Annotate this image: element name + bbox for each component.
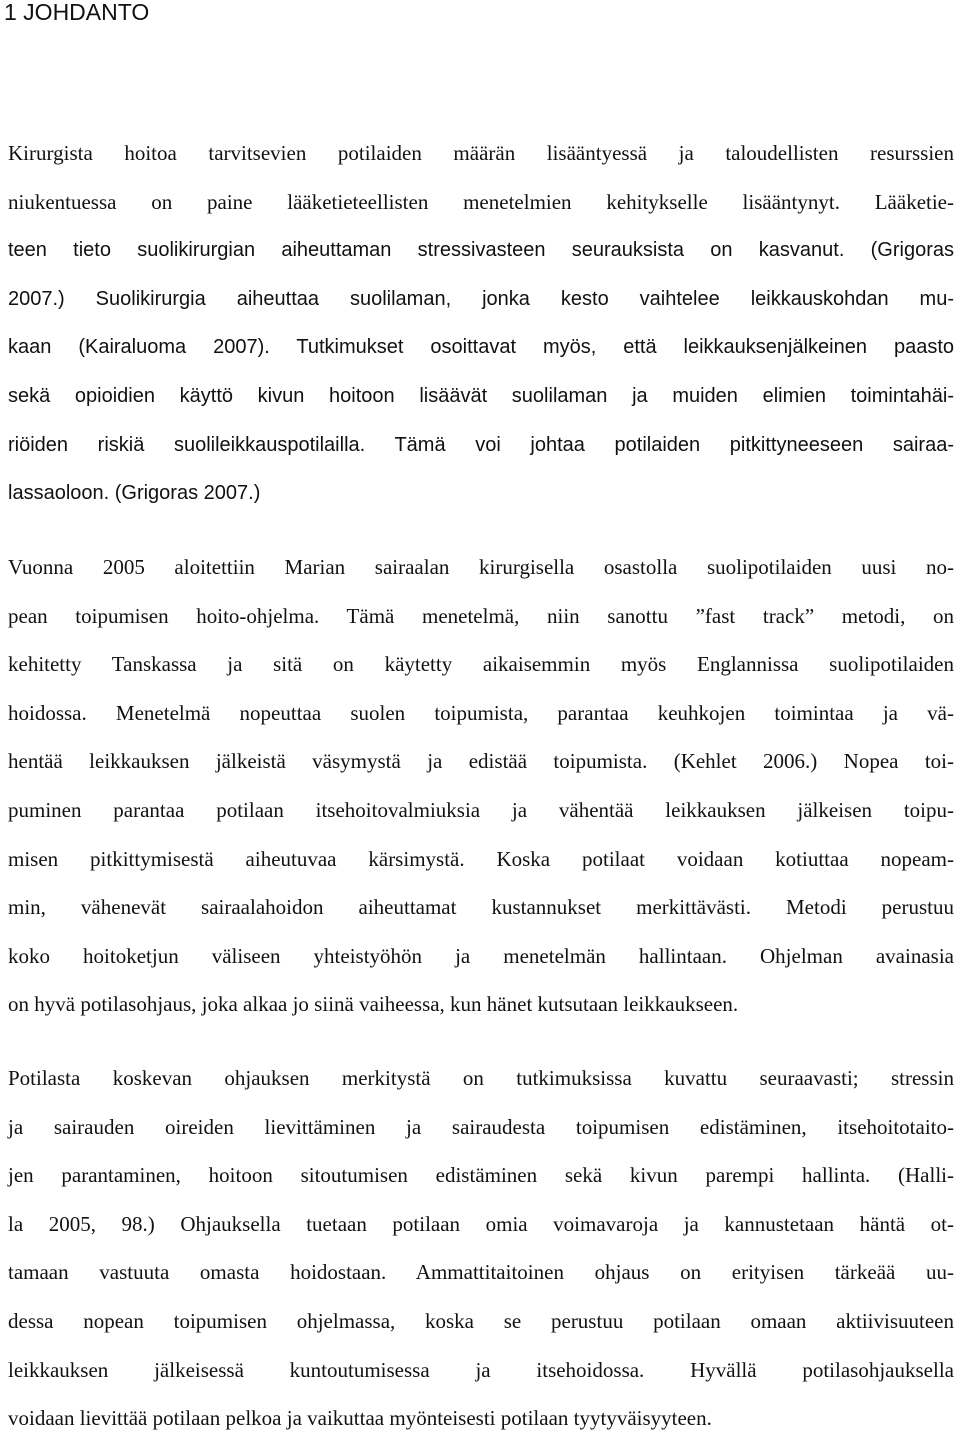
paragraph-line: dessa nopean toipumisen ohjelmassa, koska se perustuu potilaan omaan aktiivisuuteen xyxy=(8,1308,954,1333)
paragraph-line: niukentuessa on paine lääketieteellisten menetelmien kehitykselle lisääntynyt. Lääketie- xyxy=(8,189,954,214)
section-heading: 1 JOHDANTO xyxy=(4,0,150,25)
paragraph-line: la 2005, 98.) Ohjauksella tuetaan potilaan omia voimavaroja ja kannustetaan häntä ot- xyxy=(8,1211,954,1236)
paragraph-line: pean toipumisen hoito-ohjelma. Tämä menetelmä, niin sanottu ”fast track” metodi, on xyxy=(8,603,954,628)
paragraph-line: koko hoitoketjun väliseen yhteistyöhön ja menetelmän hallintaan. Ohjelman avainasia xyxy=(8,943,954,968)
paragraph-line: sekä opioidien käyttö kivun hoitoon lisäävät suolilaman ja muiden elimien toimintahäi- xyxy=(8,384,954,407)
paragraph-line: kaan (Kairaluoma 2007). Tutkimukset osoittavat myös, että leikkauksenjälkeinen paasto xyxy=(8,336,954,359)
paragraph-2 xyxy=(8,543,954,1029)
paragraph-line: 2007.) Suolikirurgia aiheuttaa suolilaman, jonka kesto vaihtelee leikkauskohdan mu- xyxy=(8,287,954,310)
paragraph-line: ja sairauden oireiden lievittäminen ja sairaudesta toipumisen edistäminen, itsehoitotaito- xyxy=(8,1114,954,1139)
paragraph-line: lassaoloon. (Grigoras 2007.) xyxy=(8,482,261,505)
paragraph-line: tamaan vastuuta omasta hoidostaan. Ammattitaitoinen ohjaus on erityisen tärkeää uu- xyxy=(8,1260,954,1285)
paragraph-line: Vuonna 2005 aloitettiin Marian sairaalan kirurgisella osastolla suolipotilaiden uusi no- xyxy=(8,555,954,579)
paragraph-1 xyxy=(8,129,954,518)
paragraph-line: riöiden riskiä suolileikkauspotilailla. Tämä voi johtaa potilaiden pitkittyneeseen sairaa- xyxy=(8,433,954,456)
paragraph-line: Kirurgista hoitoa tarvitsevien potilaiden määrän lisääntyessä ja taloudellisten resurssien xyxy=(8,141,954,165)
paragraph-line: Potilasta koskevan ohjauksen merkitystä on tutkimuksissa kuvattu seuraavasti; stressin xyxy=(8,1066,954,1090)
paragraph-line: puminen parantaa potilaan itsehoitovalmiuksia ja vähentää leikkauksen jälkeisen toipu- xyxy=(8,797,954,822)
paragraph-line: misen pitkittymisestä aiheutuvaa kärsimystä. Koska potilaat voidaan kotiuttaa nopeam- xyxy=(8,846,954,871)
paragraph-line: jen parantaminen, hoitoon sitoutumisen edistäminen sekä kivun parempi hallinta. (Halli- xyxy=(8,1163,954,1188)
paragraph-line: teen tieto suolikirurgian aiheuttaman stressivasteen seurauksista on kasvanut. (Grigoras xyxy=(8,239,954,262)
paragraph-line: hentää leikkauksen jälkeistä väsymystä ja edistää toipumista. (Kehlet 2006.) Nopea toi- xyxy=(8,749,954,774)
paragraph-line: min, vähenevät sairaalahoidon aiheuttamat kustannukset merkittävästi. Metodi perustuu xyxy=(8,895,954,920)
paragraph-line: on hyvä potilasohjaus, joka alkaa jo siinä vaiheessa, kun hänet kutsutaan leikkaukseen. xyxy=(8,992,739,1017)
paragraph-line: hoidossa. Menetelmä nopeuttaa suolen toipumista, parantaa keuhkojen toimintaa ja vä- xyxy=(8,700,954,725)
paragraph-line: voidaan lievittää potilaan pelkoa ja vaikuttaa myönteisesti potilaan tyytyväisyyteen. xyxy=(8,1406,712,1431)
paragraph-line: kehitetty Tanskassa ja sitä on käytetty aikaisemmin myös Englannissa suolipotilaiden xyxy=(8,652,954,677)
paragraph-3 xyxy=(8,1054,954,1443)
paragraph-line: leikkauksen jälkeisessä kuntoutumisessa ja itsehoidossa. Hyvällä potilasohjauksella xyxy=(8,1357,954,1382)
